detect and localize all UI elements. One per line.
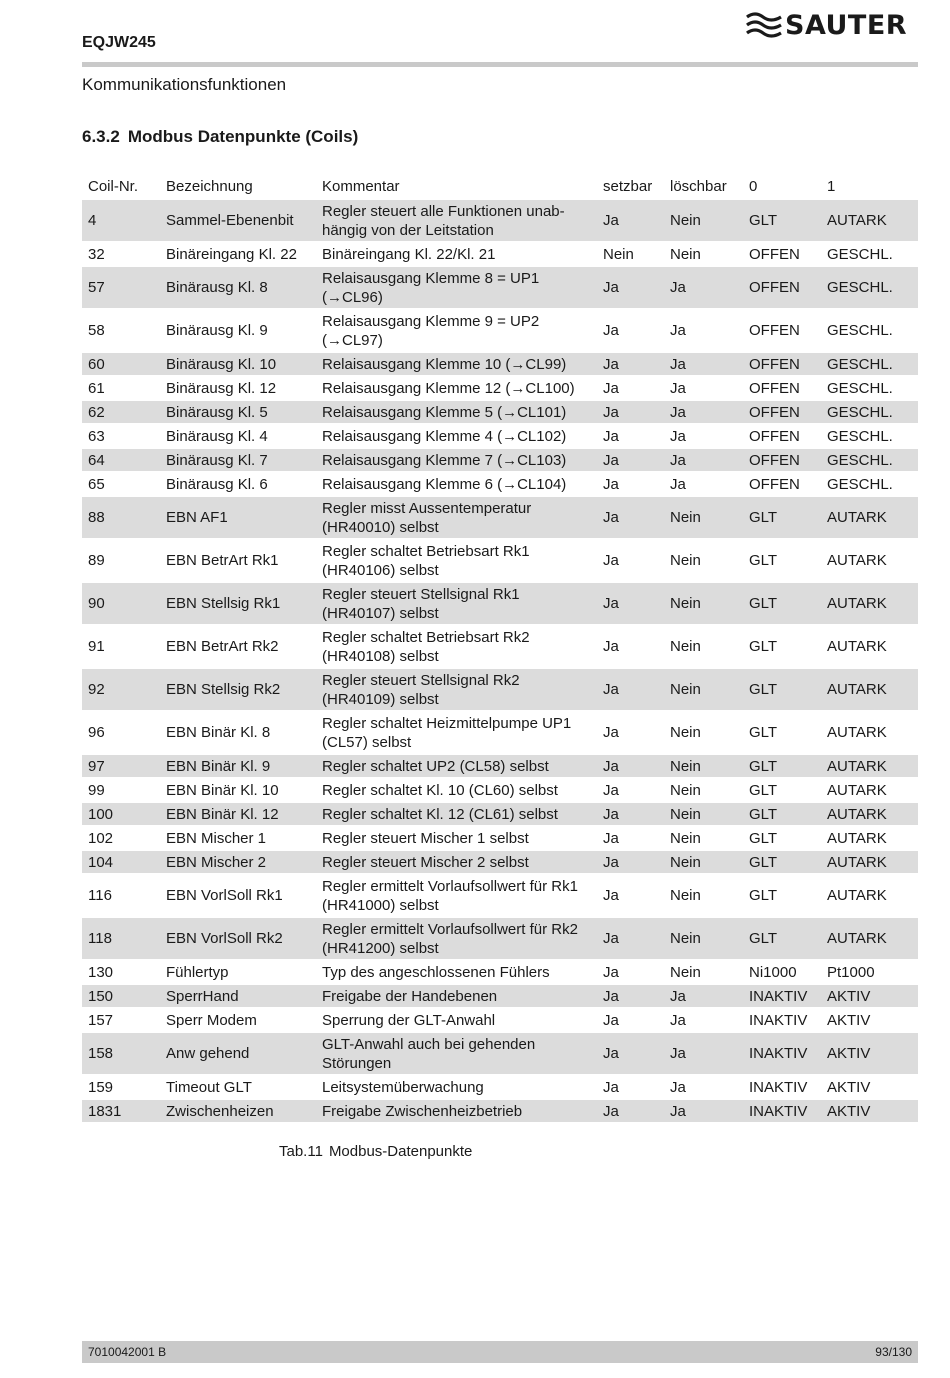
setzbar-cell: Ja — [597, 874, 664, 917]
value-1-cell: AUTARK — [821, 802, 918, 826]
setzbar-cell: Nein — [597, 242, 664, 266]
bezeichnung-cell: EBN Mischer 1 — [160, 826, 316, 850]
table-row — [82, 1099, 918, 1123]
coil-nr-cell: 60 — [82, 352, 160, 376]
table-row — [82, 668, 918, 711]
loeschbar-cell: Nein — [664, 960, 743, 984]
coil-nr-cell: 4 — [82, 200, 160, 242]
bezeichnung-cell: EBN Mischer 2 — [160, 850, 316, 874]
kommentar-cell: Relaisausgang Klemme 9 = UP2 (→CL97) — [316, 309, 597, 352]
value-1-cell: AUTARK — [821, 917, 918, 960]
kommentar-cell: Regler steuert Stellsignal Rk2 (HR40109) selbst — [316, 668, 597, 711]
bezeichnung-cell: EBN Binär Kl. 12 — [160, 802, 316, 826]
coil-nr-cell: 100 — [82, 802, 160, 826]
value-1-cell: GESCHL. — [821, 376, 918, 400]
kommentar-cell: Freigabe Zwischenheizbetrieb — [316, 1099, 597, 1123]
col-header-value-1: 1 — [827, 178, 836, 195]
table-row — [82, 625, 918, 668]
table-row — [82, 1008, 918, 1032]
bezeichnung-cell: Binärausg Kl. 7 — [160, 448, 316, 472]
bezeichnung-cell: Binärausg Kl. 6 — [160, 472, 316, 496]
logo-text: SAUTER — [785, 9, 908, 41]
bezeichnung-cell: Binärausg Kl. 5 — [160, 400, 316, 424]
coil-nr-cell: 88 — [82, 496, 160, 539]
table-row — [82, 850, 918, 874]
value-1-cell: GESCHL. — [821, 448, 918, 472]
value-1-cell: GESCHL. — [821, 400, 918, 424]
table-row — [82, 496, 918, 539]
setzbar-cell: Ja — [597, 496, 664, 539]
table-row — [82, 826, 918, 850]
coil-nr-cell: 61 — [82, 376, 160, 400]
value-0-cell: OFFEN — [743, 400, 821, 424]
setzbar-cell: Ja — [597, 1008, 664, 1032]
loeschbar-cell: Nein — [664, 874, 743, 917]
value-0-cell: GLT — [743, 850, 821, 874]
bezeichnung-cell: EBN BetrArt Rk2 — [160, 625, 316, 668]
table-row — [82, 1032, 918, 1075]
coil-nr-cell: 158 — [82, 1032, 160, 1075]
sauter-wave-icon — [745, 12, 783, 38]
table-row — [82, 424, 918, 448]
kommentar-cell: Regler schaltet UP2 (CL58) selbst — [316, 754, 597, 778]
table-row — [82, 539, 918, 582]
coil-nr-cell: 89 — [82, 539, 160, 582]
loeschbar-cell: Nein — [664, 754, 743, 778]
bezeichnung-cell: EBN Binär Kl. 10 — [160, 778, 316, 802]
coil-nr-cell: 116 — [82, 874, 160, 917]
kommentar-cell: Relaisausgang Klemme 7 (→CL103) — [316, 448, 597, 472]
setzbar-cell: Ja — [597, 309, 664, 352]
kommentar-cell: Relaisausgang Klemme 8 = UP1 (→CL96) — [316, 266, 597, 309]
value-1-cell: AUTARK — [821, 200, 918, 242]
header-rule — [82, 62, 918, 67]
table-row — [82, 376, 918, 400]
value-0-cell: INAKTIV — [743, 1075, 821, 1099]
value-1-cell: AUTARK — [821, 496, 918, 539]
value-0-cell: OFFEN — [743, 242, 821, 266]
value-0-cell: GLT — [743, 754, 821, 778]
bezeichnung-cell: EBN Stellsig Rk2 — [160, 668, 316, 711]
setzbar-cell: Ja — [597, 625, 664, 668]
value-1-cell: AUTARK — [821, 582, 918, 625]
kommentar-cell: Regler misst Aussentemperatur (HR40010) selbst — [316, 496, 597, 539]
value-1-cell: AUTARK — [821, 874, 918, 917]
table-row — [82, 582, 918, 625]
table-row — [82, 802, 918, 826]
setzbar-cell: Ja — [597, 539, 664, 582]
loeschbar-cell: Ja — [664, 352, 743, 376]
setzbar-cell: Ja — [597, 1075, 664, 1099]
value-1-cell: AKTIV — [821, 1099, 918, 1123]
table-row — [82, 352, 918, 376]
bezeichnung-cell: EBN VorlSoll Rk1 — [160, 874, 316, 917]
kommentar-cell: Regler steuert Mischer 1 selbst — [316, 826, 597, 850]
loeschbar-cell: Nein — [664, 917, 743, 960]
loeschbar-cell: Nein — [664, 778, 743, 802]
setzbar-cell: Ja — [597, 917, 664, 960]
bezeichnung-cell: Binärausg Kl. 4 — [160, 424, 316, 448]
kommentar-cell: Regler schaltet Kl. 10 (CL60) selbst — [316, 778, 597, 802]
value-1-cell: GESCHL. — [821, 242, 918, 266]
loeschbar-cell: Nein — [664, 711, 743, 754]
value-0-cell: GLT — [743, 539, 821, 582]
value-0-cell: OFFEN — [743, 424, 821, 448]
value-1-cell: Pt1000 — [821, 960, 918, 984]
value-0-cell: GLT — [743, 826, 821, 850]
kommentar-cell: Sperrung der GLT-Anwahl — [316, 1008, 597, 1032]
value-0-cell: OFFEN — [743, 472, 821, 496]
value-0-cell: INAKTIV — [743, 1032, 821, 1075]
coil-nr-cell: 159 — [82, 1075, 160, 1099]
setzbar-cell: Ja — [597, 711, 664, 754]
col-header-kommentar: Kommentar — [322, 178, 400, 195]
bezeichnung-cell: EBN Stellsig Rk1 — [160, 582, 316, 625]
setzbar-cell: Ja — [597, 778, 664, 802]
loeschbar-cell: Ja — [664, 424, 743, 448]
coil-nr-cell: 150 — [82, 984, 160, 1008]
value-0-cell: INAKTIV — [743, 984, 821, 1008]
coil-nr-cell: 90 — [82, 582, 160, 625]
section-title: Kommunikationsfunktionen — [82, 75, 287, 94]
value-0-cell: GLT — [743, 582, 821, 625]
value-1-cell: AKTIV — [821, 984, 918, 1008]
loeschbar-cell: Ja — [664, 266, 743, 309]
value-1-cell: AUTARK — [821, 711, 918, 754]
doc-code: EQJW245 — [82, 34, 156, 51]
table-row — [82, 472, 918, 496]
coil-nr-cell: 130 — [82, 960, 160, 984]
kommentar-cell: Binäreingang Kl. 22/Kl. 21 — [316, 242, 597, 266]
bezeichnung-cell: EBN VorlSoll Rk2 — [160, 917, 316, 960]
setzbar-cell: Ja — [597, 352, 664, 376]
value-0-cell: GLT — [743, 496, 821, 539]
setzbar-cell: Ja — [597, 400, 664, 424]
coil-nr-cell: 104 — [82, 850, 160, 874]
kommentar-cell: Freigabe der Handebenen — [316, 984, 597, 1008]
value-1-cell: AUTARK — [821, 625, 918, 668]
setzbar-cell: Ja — [597, 376, 664, 400]
table-row — [82, 448, 918, 472]
table-row — [82, 874, 918, 917]
value-0-cell: GLT — [743, 778, 821, 802]
bezeichnung-cell: Anw gehend — [160, 1032, 316, 1075]
value-1-cell: AKTIV — [821, 1032, 918, 1075]
loeschbar-cell: Nein — [664, 802, 743, 826]
coil-nr-cell: 32 — [82, 242, 160, 266]
bezeichnung-cell: EBN Binär Kl. 9 — [160, 754, 316, 778]
table-row — [82, 266, 918, 309]
col-header-loeschbar: löschbar — [670, 178, 727, 195]
coil-nr-cell: 63 — [82, 424, 160, 448]
value-1-cell: AKTIV — [821, 1008, 918, 1032]
setzbar-cell: Ja — [597, 424, 664, 448]
table-row — [82, 778, 918, 802]
value-1-cell: AUTARK — [821, 668, 918, 711]
table-body — [82, 200, 918, 1123]
value-0-cell: GLT — [743, 802, 821, 826]
kommentar-cell: GLT-Anwahl auch bei gehenden Störungen — [316, 1032, 597, 1075]
footer-doc-number: 7010042001 B — [88, 1345, 167, 1359]
col-header-coil-nr: Coil-Nr. — [88, 178, 139, 195]
subsection-title: Modbus Datenpunkte (Coils) — [127, 127, 359, 146]
coil-nr-cell: 97 — [82, 754, 160, 778]
subsection-number: 6.3.2 — [82, 127, 120, 146]
value-0-cell: OFFEN — [743, 309, 821, 352]
loeschbar-cell: Ja — [664, 1075, 743, 1099]
loeschbar-cell: Nein — [664, 242, 743, 266]
value-1-cell: AKTIV — [821, 1075, 918, 1099]
table-row — [82, 960, 918, 984]
value-1-cell: GESCHL. — [821, 472, 918, 496]
value-0-cell: GLT — [743, 711, 821, 754]
kommentar-cell: Regler steuert alle Funktionen unab-hängig von der Leitstation — [316, 200, 597, 242]
bezeichnung-cell: Binärausg Kl. 10 — [160, 352, 316, 376]
value-0-cell: Ni1000 — [743, 960, 821, 984]
bezeichnung-cell: Binärausg Kl. 12 — [160, 376, 316, 400]
table-row — [82, 711, 918, 754]
loeschbar-cell: Ja — [664, 309, 743, 352]
value-1-cell: GESCHL. — [821, 266, 918, 309]
setzbar-cell: Ja — [597, 266, 664, 309]
kommentar-cell: Regler steuert Stellsignal Rk1 (HR40107) selbst — [316, 582, 597, 625]
loeschbar-cell: Nein — [664, 200, 743, 242]
table-header-row — [82, 173, 918, 200]
kommentar-cell: Relaisausgang Klemme 12 (→CL100) — [316, 376, 597, 400]
value-1-cell: AUTARK — [821, 539, 918, 582]
setzbar-cell: Ja — [597, 960, 664, 984]
bezeichnung-cell: EBN Binär Kl. 8 — [160, 711, 316, 754]
bezeichnung-cell: Zwischenheizen — [160, 1099, 316, 1123]
loeschbar-cell: Nein — [664, 625, 743, 668]
footer-bar — [82, 1341, 918, 1363]
bezeichnung-cell: Fühlertyp — [160, 960, 316, 984]
sauter-logo — [745, 8, 920, 42]
loeschbar-cell: Ja — [664, 376, 743, 400]
kommentar-cell: Regler schaltet Kl. 12 (CL61) selbst — [316, 802, 597, 826]
bezeichnung-cell: SperrHand — [160, 984, 316, 1008]
kommentar-cell: Regler schaltet Betriebsart Rk1 (HR40106) selbst — [316, 539, 597, 582]
coil-nr-cell: 118 — [82, 917, 160, 960]
value-0-cell: OFFEN — [743, 352, 821, 376]
table-row — [82, 754, 918, 778]
kommentar-cell: Regler ermittelt Vorlaufsollwert für Rk1 (HR41000) selbst — [316, 874, 597, 917]
coil-nr-cell: 91 — [82, 625, 160, 668]
kommentar-cell: Relaisausgang Klemme 4 (→CL102) — [316, 424, 597, 448]
caption-label: Tab.11 — [279, 1143, 323, 1160]
value-0-cell: GLT — [743, 917, 821, 960]
bezeichnung-cell: EBN BetrArt Rk1 — [160, 539, 316, 582]
setzbar-cell: Ja — [597, 984, 664, 1008]
loeschbar-cell: Ja — [664, 448, 743, 472]
table-row — [82, 200, 918, 242]
kommentar-cell: Relaisausgang Klemme 5 (→CL101) — [316, 400, 597, 424]
bezeichnung-cell: EBN AF1 — [160, 496, 316, 539]
subsection-heading — [82, 127, 358, 147]
value-0-cell: GLT — [743, 668, 821, 711]
coil-nr-cell: 157 — [82, 1008, 160, 1032]
loeschbar-cell: Nein — [664, 539, 743, 582]
kommentar-cell: Regler schaltet Heizmittelpumpe UP1 (CL57) selbst — [316, 711, 597, 754]
coil-nr-cell: 99 — [82, 778, 160, 802]
kommentar-cell: Leitsystemüberwachung — [316, 1075, 597, 1099]
setzbar-cell: Ja — [597, 802, 664, 826]
bezeichnung-cell: Timeout GLT — [160, 1075, 316, 1099]
footer-page-number: 93/130 — [875, 1345, 912, 1359]
coil-nr-cell: 64 — [82, 448, 160, 472]
value-0-cell: GLT — [743, 874, 821, 917]
value-1-cell: GESCHL. — [821, 352, 918, 376]
value-1-cell: AUTARK — [821, 754, 918, 778]
coil-nr-cell: 1831 — [82, 1099, 160, 1123]
bezeichnung-cell: Binärausg Kl. 8 — [160, 266, 316, 309]
loeschbar-cell: Ja — [664, 472, 743, 496]
loeschbar-cell: Nein — [664, 582, 743, 625]
kommentar-cell: Regler steuert Mischer 2 selbst — [316, 850, 597, 874]
setzbar-cell: Ja — [597, 200, 664, 242]
caption-text: Modbus-Datenpunkte — [328, 1143, 473, 1160]
bezeichnung-cell: Binärausg Kl. 9 — [160, 309, 316, 352]
table-row — [82, 309, 918, 352]
setzbar-cell: Ja — [597, 1099, 664, 1123]
value-1-cell: AUTARK — [821, 778, 918, 802]
coil-nr-cell: 92 — [82, 668, 160, 711]
setzbar-cell: Ja — [597, 754, 664, 778]
loeschbar-cell: Nein — [664, 668, 743, 711]
coil-nr-cell: 62 — [82, 400, 160, 424]
col-header-setzbar: setzbar — [603, 178, 653, 195]
value-0-cell: INAKTIV — [743, 1008, 821, 1032]
value-0-cell: INAKTIV — [743, 1099, 821, 1123]
coil-nr-cell: 57 — [82, 266, 160, 309]
table-row — [82, 242, 918, 266]
loeschbar-cell: Ja — [664, 1032, 743, 1075]
coils-table — [82, 173, 918, 1124]
value-0-cell: OFFEN — [743, 376, 821, 400]
kommentar-cell: Typ des angeschlossenen Fühlers — [316, 960, 597, 984]
table-row — [82, 1075, 918, 1099]
loeschbar-cell: Ja — [664, 984, 743, 1008]
coil-nr-cell: 65 — [82, 472, 160, 496]
value-0-cell: OFFEN — [743, 448, 821, 472]
kommentar-cell: Relaisausgang Klemme 6 (→CL104) — [316, 472, 597, 496]
setzbar-cell: Ja — [597, 850, 664, 874]
loeschbar-cell: Nein — [664, 496, 743, 539]
loeschbar-cell: Ja — [664, 400, 743, 424]
coil-nr-cell: 58 — [82, 309, 160, 352]
table-row — [82, 917, 918, 960]
value-1-cell: AUTARK — [821, 850, 918, 874]
loeschbar-cell: Nein — [664, 826, 743, 850]
setzbar-cell: Ja — [597, 582, 664, 625]
table-row — [82, 400, 918, 424]
value-0-cell: GLT — [743, 200, 821, 242]
loeschbar-cell: Ja — [664, 1008, 743, 1032]
table-caption — [279, 1143, 472, 1160]
kommentar-cell: Relaisausgang Klemme 10 (→CL99) — [316, 352, 597, 376]
setzbar-cell: Ja — [597, 448, 664, 472]
value-1-cell: AUTARK — [821, 826, 918, 850]
setzbar-cell: Ja — [597, 826, 664, 850]
value-1-cell: GESCHL. — [821, 309, 918, 352]
bezeichnung-cell: Binäreingang Kl. 22 — [160, 242, 316, 266]
value-0-cell: OFFEN — [743, 266, 821, 309]
table-row — [82, 984, 918, 1008]
kommentar-cell: Regler schaltet Betriebsart Rk2 (HR40108) selbst — [316, 625, 597, 668]
coil-nr-cell: 96 — [82, 711, 160, 754]
loeschbar-cell: Nein — [664, 850, 743, 874]
setzbar-cell: Ja — [597, 668, 664, 711]
setzbar-cell: Ja — [597, 472, 664, 496]
bezeichnung-cell: Sperr Modem — [160, 1008, 316, 1032]
col-header-value-0: 0 — [749, 178, 758, 195]
value-1-cell: GESCHL. — [821, 424, 918, 448]
col-header-bezeichnung: Bezeichnung — [166, 178, 253, 195]
loeschbar-cell: Ja — [664, 1099, 743, 1123]
bezeichnung-cell: Sammel-Ebenenbit — [160, 200, 316, 242]
setzbar-cell: Ja — [597, 1032, 664, 1075]
coil-nr-cell: 102 — [82, 826, 160, 850]
value-0-cell: GLT — [743, 625, 821, 668]
kommentar-cell: Regler ermittelt Vorlaufsollwert für Rk2 (HR41200) selbst — [316, 917, 597, 960]
